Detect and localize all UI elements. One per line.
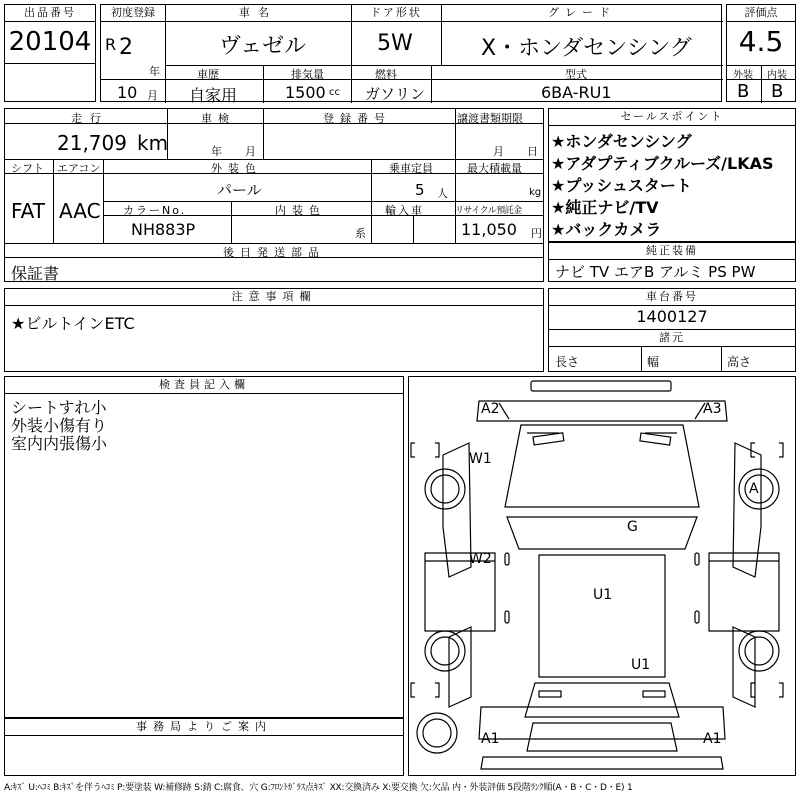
lot-number: 20104 [8, 27, 92, 57]
height-label: 高さ [727, 355, 752, 369]
recycle-unit: 円 [531, 227, 542, 240]
interior-label: 内装 [767, 70, 787, 81]
sales-point-item: ★ホンダセンシング [551, 132, 692, 151]
max-load-unit: kg [529, 187, 542, 198]
damage-mark: A1 [481, 731, 500, 747]
displacement-unit: cc [329, 87, 340, 98]
shift-label: シフト [11, 162, 44, 175]
length-label: 長さ [555, 355, 580, 369]
mileage-unit: km [137, 131, 169, 155]
recycle-label: リサイクル預託金 [455, 206, 522, 216]
damage-mark: A1 [703, 731, 722, 747]
notes: ★ビルトインETC [11, 314, 135, 333]
capacity-label: 乗車定員 [389, 162, 433, 175]
fuel-label: 燃料 [375, 68, 397, 81]
later-parts-label: 後日発送部品 [223, 246, 325, 259]
mileage-label: 走行 [71, 112, 109, 125]
car-name-label: 車名 [165, 5, 351, 22]
color-no: NH883P [131, 220, 196, 239]
notes-label: 注意事項欄 [5, 289, 543, 306]
lot-number-label: 出品番号 [5, 5, 95, 22]
reg-no-label: 登録番号 [323, 112, 391, 125]
mileage: 21,709 [57, 131, 127, 155]
transfer-day-unit: 日 [527, 145, 538, 158]
history: 自家用 [189, 86, 238, 105]
chassis-box [548, 288, 796, 372]
damage-mark: W1 [469, 451, 492, 467]
import-label: 輸入車 [385, 204, 424, 217]
lot-number-box [4, 4, 96, 102]
width-label: 幅 [647, 355, 660, 369]
reg-year: 2 [119, 35, 133, 60]
capacity: 5 [415, 181, 425, 199]
later-parts: 保証書 [11, 264, 60, 283]
shift: FAT [11, 199, 46, 223]
damage-mark: G [627, 519, 638, 535]
inspector-line: シートすれ小 [11, 398, 107, 417]
sales-points-box [548, 108, 796, 242]
interior-color-unit: 系 [355, 227, 366, 240]
displacement: 1500 [285, 83, 326, 102]
damage-mark: W2 [469, 551, 492, 567]
ac-label: エアコン [57, 162, 101, 175]
recycle-amount: 11,050 [461, 220, 517, 239]
era: R [105, 35, 117, 54]
grade: X・ホンダセンシング [481, 36, 692, 61]
month-unit: 月 [147, 89, 158, 102]
damage-mark: U1 [631, 657, 651, 673]
inspector-label: 検査員記入欄 [5, 377, 403, 394]
inspection-year-unit: 年 [211, 145, 222, 158]
capacity-unit: 人 [437, 187, 448, 200]
ac: AAC [59, 199, 101, 223]
sales-point-item: ★バックカメラ [551, 220, 662, 239]
equipment: ナビ TV エアB アルミ PS PW [555, 263, 756, 281]
transfer-month-unit: 月 [493, 145, 504, 158]
damage-mark: A3 [703, 401, 722, 417]
office-box [4, 718, 404, 776]
inspector-line: 外装小傷有り [11, 416, 108, 435]
max-load-label: 最大積載量 [467, 162, 522, 175]
fuel: ガソリン [365, 85, 426, 103]
year-unit: 年 [149, 65, 160, 78]
inspector-box [4, 376, 404, 718]
car-damage-diagram [408, 376, 796, 776]
interior-color-label: 内装色 [275, 204, 326, 217]
sales-point-item: ★アダプティブクルーズ/LKAS [551, 154, 774, 173]
inspection-label: 車検 [201, 112, 235, 125]
model: 6BA-RU1 [541, 83, 612, 102]
color-no-label: カラーNo. [123, 204, 187, 217]
door-type: 5W [377, 31, 413, 56]
color-label: 外装色 [211, 162, 262, 175]
exterior-grade: B [737, 81, 750, 102]
exterior-label: 外装 [733, 70, 753, 81]
details-box [4, 108, 544, 282]
grade-label: グレード [441, 5, 723, 22]
dims-label: 諸元 [549, 330, 795, 347]
score: 4.5 [738, 25, 784, 58]
model-label: 型式 [565, 68, 587, 81]
chassis-label: 車台番号 [549, 289, 795, 306]
color: パール [217, 181, 262, 199]
notes-box [4, 288, 544, 372]
history-label: 車歴 [197, 68, 219, 81]
sales-point-item: ★プッシュスタート [551, 176, 692, 195]
damage-legend: A:ｷｽﾞ U:ﾍｺﾐ B:ｷｽﾞを伴うﾍｺﾐ P:要塗装 W:補修跡 S:錆 C:腐食、穴 G:ﾌﾛﾝﾄｶﾞﾗｽ点ｷｽﾞ XX:交換済み X:要交換 欠:欠品 内・外装評価 5段階ﾗﾝｸ順(A・B・C・D・E) 1 [4, 783, 633, 793]
door-label: ドア形状 [351, 5, 441, 22]
damage-mark: A [749, 481, 759, 497]
chassis-number: 1400127 [636, 307, 708, 326]
damage-mark: U1 [593, 587, 613, 603]
sales-point-item: ★純正ナビ/TV [551, 198, 659, 217]
equipment-box [548, 242, 796, 282]
vehicle-header-box [100, 4, 722, 105]
car-name: ヴェゼル [219, 34, 307, 59]
transfer-label: 譲渡書類期限 [457, 112, 523, 125]
score-label: 評価点 [727, 5, 795, 22]
interior-grade: B [771, 81, 784, 102]
damage-mark: A2 [481, 401, 500, 417]
reg-month: 10 [117, 83, 138, 102]
displacement-label: 排気量 [291, 68, 324, 81]
first-reg-label: 初度登録 [101, 5, 165, 22]
sales-points-label: セールスポイント [549, 109, 795, 126]
score-box [726, 4, 796, 102]
office-label: 事務局よりご案内 [5, 719, 403, 736]
inspector-line: 室内内張傷小 [11, 434, 108, 453]
equipment-label: 純正装備 [549, 243, 795, 260]
inspection-month-unit: 月 [245, 145, 256, 158]
